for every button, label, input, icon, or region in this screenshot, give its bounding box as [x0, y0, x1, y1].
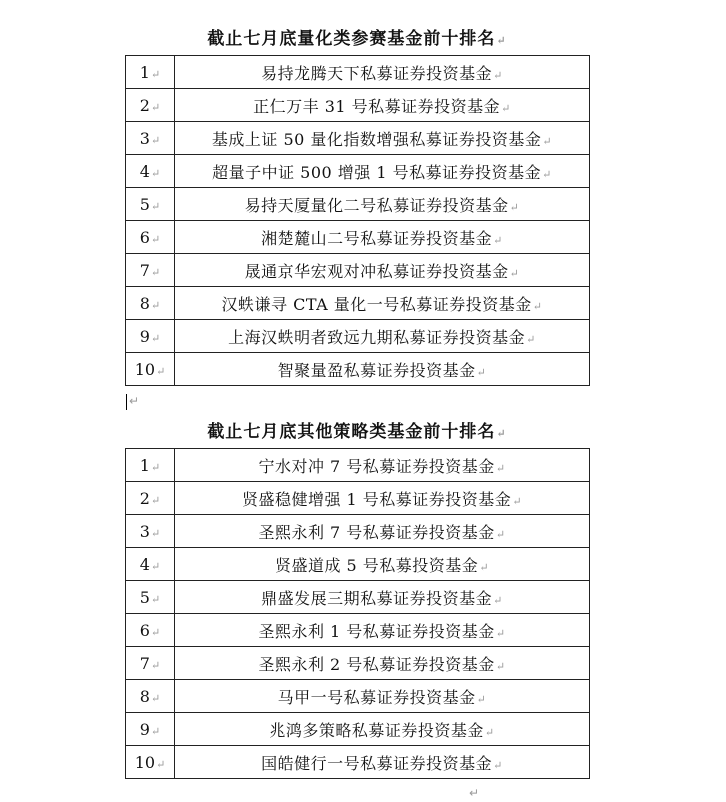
table-row [126, 155, 590, 188]
table-row [126, 122, 590, 155]
text-cursor [126, 394, 127, 410]
fund-name-cell [175, 581, 590, 614]
rank-cell [126, 614, 175, 647]
paragraph-mark: ↵ [476, 365, 487, 379]
paragraph-mark: ↵ [156, 364, 166, 378]
paragraph-mark: ↵ [150, 298, 161, 312]
fund-name: 圣熙永利 7 号私募证券投资基金 [258, 522, 495, 542]
table-row [126, 56, 590, 89]
rank-number: 7 [139, 653, 150, 673]
fund-name-cell [175, 320, 590, 353]
rank-cell [126, 581, 175, 614]
fund-name: 马甲一号私募证券投资基金 [277, 687, 476, 707]
rank-cell [126, 746, 175, 779]
rank-number: 9 [139, 719, 150, 739]
fund-name: 鼎盛发展三期私募证券投资基金 [261, 588, 493, 608]
fund-name-cell [175, 221, 590, 254]
fund-name: 圣熙永利 1 号私募证券投资基金 [258, 621, 495, 641]
fund-name-cell [175, 254, 590, 287]
paragraph-mark: ↵ [150, 199, 161, 213]
rank-number: 10 [134, 359, 156, 379]
other-strategy-ranking-title: 截止七月底其他策略类基金前十排名↵ [207, 422, 507, 442]
fund-name: 易持龙腾天下私募证券投资基金 [261, 63, 493, 83]
table-row [126, 188, 590, 221]
paragraph-mark: ↵ [150, 724, 161, 738]
rank-number: 8 [139, 293, 150, 313]
table-row [126, 353, 590, 386]
paragraph-mark: ↵ [509, 200, 520, 214]
table-row [126, 713, 590, 746]
rank-cell [126, 548, 175, 581]
paragraph-mark: ↵ [493, 758, 503, 772]
fund-name: 智聚量盈私募证券投资基金 [277, 360, 476, 380]
fund-name-cell [175, 188, 590, 221]
paragraph-mark: ↵ [150, 559, 161, 573]
paragraph-mark: ↵ [493, 233, 503, 247]
table-row [126, 746, 590, 779]
fund-name-cell [175, 713, 590, 746]
rank-number: 1 [139, 455, 150, 475]
table-row [126, 647, 590, 680]
rank-number: 2 [139, 488, 150, 508]
rank-cell [126, 56, 175, 89]
fund-name: 圣熙永利 2 号私募证券投资基金 [258, 654, 495, 674]
fund-name-cell [175, 353, 590, 386]
paragraph-mark: ↵ [495, 527, 506, 541]
rank-cell [126, 188, 175, 221]
paragraph-mark: ↵ [150, 691, 161, 705]
paragraph-mark: ↵ [150, 658, 161, 672]
paragraph-mark: ↵ [150, 526, 161, 540]
fund-name-cell [175, 56, 590, 89]
rank-number: 6 [139, 620, 150, 640]
fund-name: 上海汉蛈明者致远九期私募证券投资基金 [228, 327, 526, 347]
fund-name: 易持天厦量化二号私募证券投资基金 [244, 195, 509, 215]
table-row [126, 548, 590, 581]
fund-name-cell [175, 515, 590, 548]
paragraph-mark: ↵ [542, 134, 553, 148]
rank-number: 5 [139, 194, 150, 214]
table-row [126, 287, 590, 320]
fund-name: 基成上证 50 量化指数增强私募证券投资基金 [211, 129, 542, 149]
table-row [126, 89, 590, 122]
paragraph-mark: ↵ [150, 331, 161, 345]
table-row [126, 515, 590, 548]
fund-name: 兆鸿多策略私募证券投资基金 [269, 720, 484, 740]
rank-cell [126, 320, 175, 353]
other-strategy-ranking-table [125, 448, 590, 779]
paragraph-mark: ↵ [150, 232, 161, 246]
rank-cell [126, 713, 175, 746]
rank-cell [126, 680, 175, 713]
rank-number: 5 [139, 587, 150, 607]
paragraph-mark: ↵ [484, 725, 495, 739]
rank-cell [126, 254, 175, 287]
fund-name-cell [175, 449, 590, 482]
paragraph-mark: ↵ [509, 266, 520, 280]
paragraph-mark: ↵ [150, 592, 161, 606]
fund-name: 汉蛈谦寻 CTA 量化一号私募证券投资基金 [221, 294, 532, 314]
fund-name-cell [175, 122, 590, 155]
table-row [126, 221, 590, 254]
rank-number: 4 [139, 554, 150, 574]
fund-name-cell [175, 614, 590, 647]
quant-ranking-title: 截止七月底量化类参赛基金前十排名↵ [207, 29, 507, 49]
paragraph-mark: ↵ [150, 166, 161, 180]
fund-name: 贤盛道成 5 号私募投资基金 [274, 555, 479, 575]
quant-ranking-table [125, 55, 590, 386]
fund-name: 超量子中证 500 增强 1 号私募证券投资基金 [212, 162, 542, 182]
rank-cell [126, 515, 175, 548]
table-row [126, 320, 590, 353]
fund-name-cell [175, 680, 590, 713]
rank-cell [126, 353, 175, 386]
fund-name-cell [175, 89, 590, 122]
rank-cell [126, 287, 175, 320]
rank-cell [126, 221, 175, 254]
fund-name-cell [175, 746, 590, 779]
fund-name-cell [175, 482, 590, 515]
table-row [126, 482, 590, 515]
fund-name-cell [175, 647, 590, 680]
paragraph-mark: ↵ [476, 692, 487, 706]
paragraph-mark: ↵ [512, 494, 523, 508]
rank-number: 8 [139, 686, 150, 706]
fund-name-cell [175, 155, 590, 188]
rank-cell [126, 482, 175, 515]
rank-cell [126, 155, 175, 188]
rank-number: 3 [139, 128, 150, 148]
paragraph-mark: ↵ [495, 461, 506, 475]
paragraph-mark: ↵ [150, 265, 161, 279]
fund-name: 贤盛稳健增强 1 号私募证券投资基金 [241, 489, 512, 509]
fund-name: 宁水对冲 7 号私募证券投资基金 [258, 456, 495, 476]
rank-number: 7 [139, 260, 150, 280]
table-row [126, 680, 590, 713]
table-row [126, 581, 590, 614]
fund-name: 国皓健行一号私募证券投资基金 [261, 753, 493, 773]
paragraph-mark: ↵ [493, 68, 503, 82]
fund-name: 正仁万丰 31 号私募证券投资基金 [253, 96, 501, 116]
paragraph-mark: ↵ [150, 493, 161, 507]
fund-name: 湘楚麓山二号私募证券投资基金 [261, 228, 493, 248]
paragraph-mark: ↵ [150, 67, 161, 81]
rank-number: 2 [139, 95, 150, 115]
rank-number: 1 [139, 62, 150, 82]
rank-number: 10 [134, 752, 156, 772]
rank-cell [126, 647, 175, 680]
paragraph-mark: ↵ [156, 757, 166, 771]
table-row [126, 614, 590, 647]
paragraph-mark: ↵ [532, 299, 543, 313]
paragraph-mark: ↵ [150, 100, 161, 114]
paragraph-mark: ↵ [493, 593, 503, 607]
fund-name-cell [175, 548, 590, 581]
paragraph-mark: ↵ [150, 133, 161, 147]
rank-number: 4 [139, 161, 150, 181]
rank-cell [126, 89, 175, 122]
rank-number: 9 [139, 326, 150, 346]
paragraph-mark: ↵ [150, 460, 161, 474]
paragraph-mark: ↵ [501, 101, 511, 115]
fund-name-cell [175, 287, 590, 320]
rank-cell [126, 122, 175, 155]
paragraph-mark: ↵ [495, 659, 506, 673]
paragraph-mark: ↵ [542, 167, 552, 181]
paragraph-mark: ↵ [479, 560, 490, 574]
paragraph-mark: ↵ [150, 625, 161, 639]
end-paragraph-mark: ↵ [469, 786, 480, 800]
empty-paragraph-mark: ↵ [129, 394, 140, 408]
table-row [126, 254, 590, 287]
paragraph-mark: ↵ [526, 332, 536, 346]
rank-number: 3 [139, 521, 150, 541]
table-row [126, 449, 590, 482]
fund-name: 晟通京华宏观对冲私募证券投资基金 [244, 261, 509, 281]
rank-cell [126, 449, 175, 482]
rank-number: 6 [139, 227, 150, 247]
paragraph-mark: ↵ [495, 626, 506, 640]
